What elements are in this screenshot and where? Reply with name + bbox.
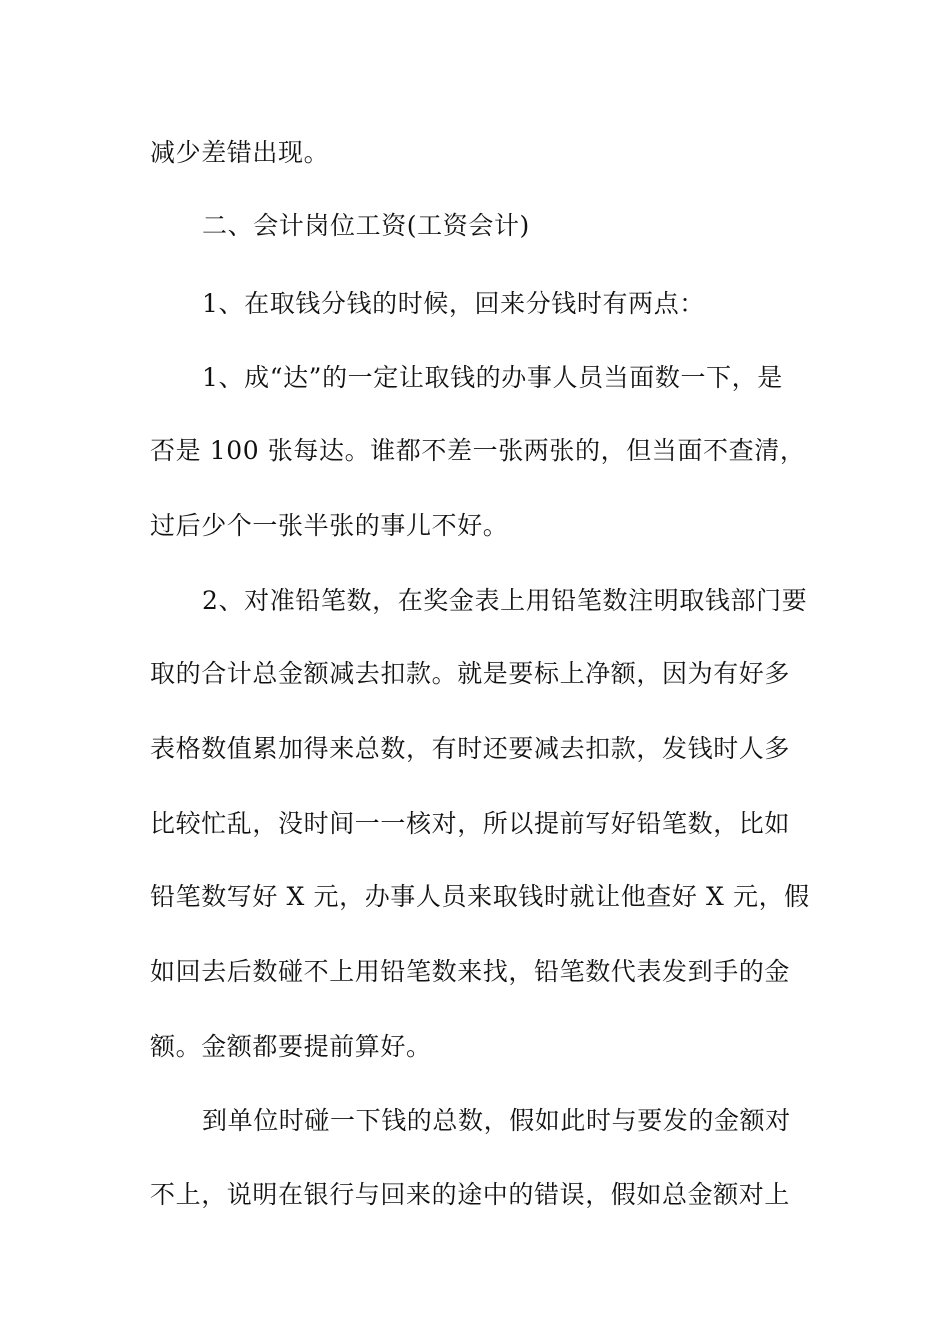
text-line-4: 1、成“达”的一定让取钱的办事人员当面数一下，是 xyxy=(202,363,783,392)
text-line-3: 1、在取钱分钱的时候，回来分钱时有两点： xyxy=(202,289,705,318)
text-line-10: 比较忙乱，没时间一一核对，所以提前写好铅笔数，比如 xyxy=(150,809,791,838)
text-line-1: 减少差错出现。 xyxy=(150,138,330,167)
text-line-8: 取的合计总金额减去扣款。就是要标上净额，因为有好多 xyxy=(150,659,791,688)
text-line-9: 表格数值累加得来总数，有时还要减去扣款，发钱时人多 xyxy=(150,734,791,763)
text-line-6: 过后少个一张半张的事儿不好。 xyxy=(150,511,509,540)
section-heading: 二、会计岗位工资(工资会计) xyxy=(202,211,530,240)
text-line-14: 到单位时碰一下钱的总数，假如此时与要发的金额对 xyxy=(202,1106,791,1135)
text-line-11: 铅笔数写好 X 元，办事人员来取钱时就让他查好 X 元，假 xyxy=(150,882,810,911)
text-line-15: 不上，说明在银行与回来的途中的错误，假如总金额对上 xyxy=(150,1180,791,1209)
text-line-5: 否是 100 张每达。谁都不差一张两张的，但当面不查清， xyxy=(150,436,806,465)
text-line-7: 2、对准铅笔数，在奖金表上用铅笔数注明取钱部门要 xyxy=(202,586,808,615)
text-line-12: 如回去后数碰不上用铅笔数来找，铅笔数代表发到手的金 xyxy=(150,957,791,986)
text-line-13: 额。金额都要提前算好。 xyxy=(150,1032,432,1061)
